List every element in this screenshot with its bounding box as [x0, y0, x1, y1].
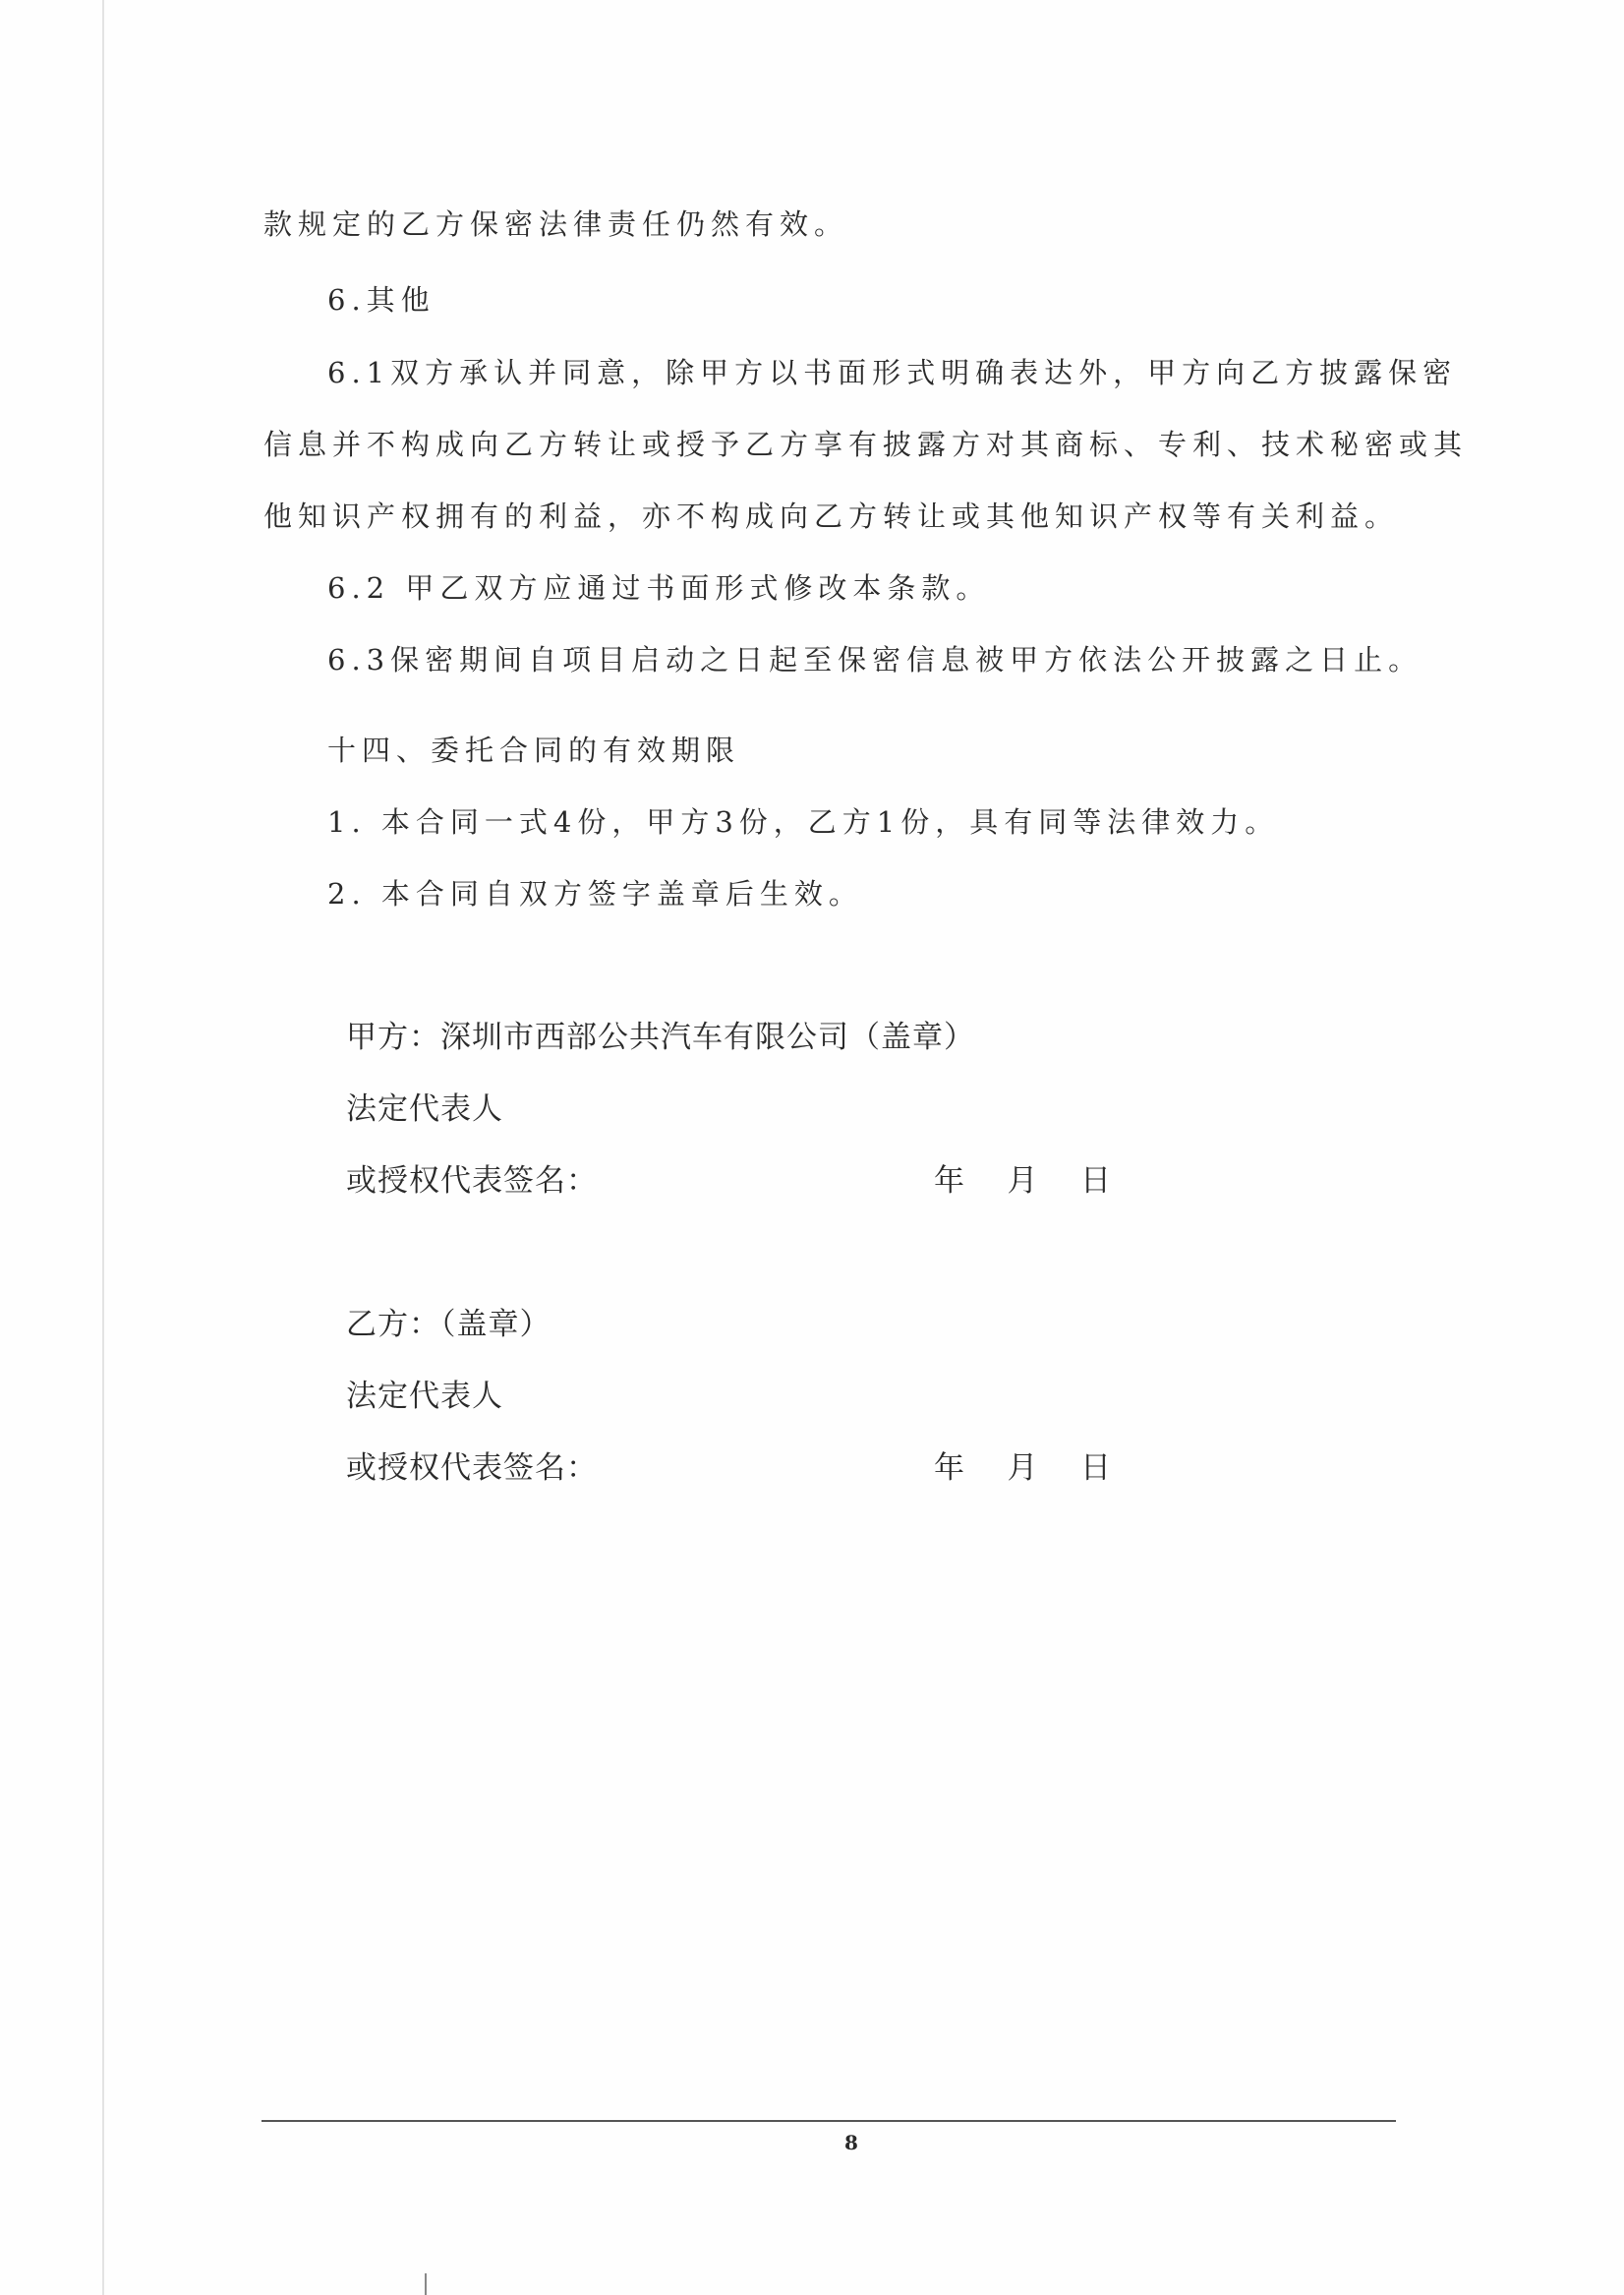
body-line: 款规定的乙方保密法律责任仍然有效。	[263, 207, 849, 241]
section-heading-term: 十四、委托合同的有效期限	[327, 734, 741, 767]
date-day: 日	[1080, 1163, 1111, 1199]
scan-mark	[425, 2273, 427, 2295]
body-line: 他知识产权拥有的利益，亦不构成向乙方转让或其他知识产权等有关利益。	[263, 500, 1400, 533]
body-line: 6.1双方承认并同意，除甲方以书面形式明确表达外，甲方向乙方披露保密	[327, 356, 1458, 389]
party-a-sign-label: 或授权代表签名：	[346, 1163, 598, 1199]
page-number: 8	[844, 2131, 858, 2154]
party-b-date	[934, 1450, 1111, 1486]
body-line: 信息并不构成向乙方转让或授予乙方享有披露方对其商标、专利、技术秘密或其	[263, 428, 1469, 461]
page-edge-line	[102, 0, 104, 2295]
date-day: 日	[1080, 1450, 1111, 1486]
body-line: 6.3保密期间自项目启动之日起至保密信息被甲方依法公开披露之日止。	[327, 643, 1423, 677]
party-a-date	[934, 1163, 1111, 1199]
body-line: 6.2 甲乙双方应通过书面形式修改本条款。	[327, 571, 991, 605]
party-a-legal-rep: 法定代表人	[346, 1091, 503, 1127]
party-a-name: 甲方：深圳市西部公共汽车有限公司（盖章）	[346, 1020, 975, 1055]
section-heading-other: 6.其他	[327, 283, 435, 317]
date-year: 年	[934, 1163, 964, 1199]
date-month: 月	[1007, 1450, 1038, 1486]
party-b-name: 乙方：（盖章）	[346, 1307, 551, 1342]
party-b-legal-rep: 法定代表人	[346, 1379, 503, 1414]
footer-rule	[261, 2120, 1396, 2122]
party-b-sign-label: 或授权代表签名：	[346, 1450, 598, 1486]
body-line: 1. 本合同一式4份，甲方3份，乙方1份，具有同等法律效力。	[327, 805, 1280, 839]
date-year: 年	[934, 1450, 964, 1486]
body-line: 2. 本合同自双方签字盖章后生效。	[327, 877, 863, 911]
date-month: 月	[1007, 1163, 1038, 1199]
